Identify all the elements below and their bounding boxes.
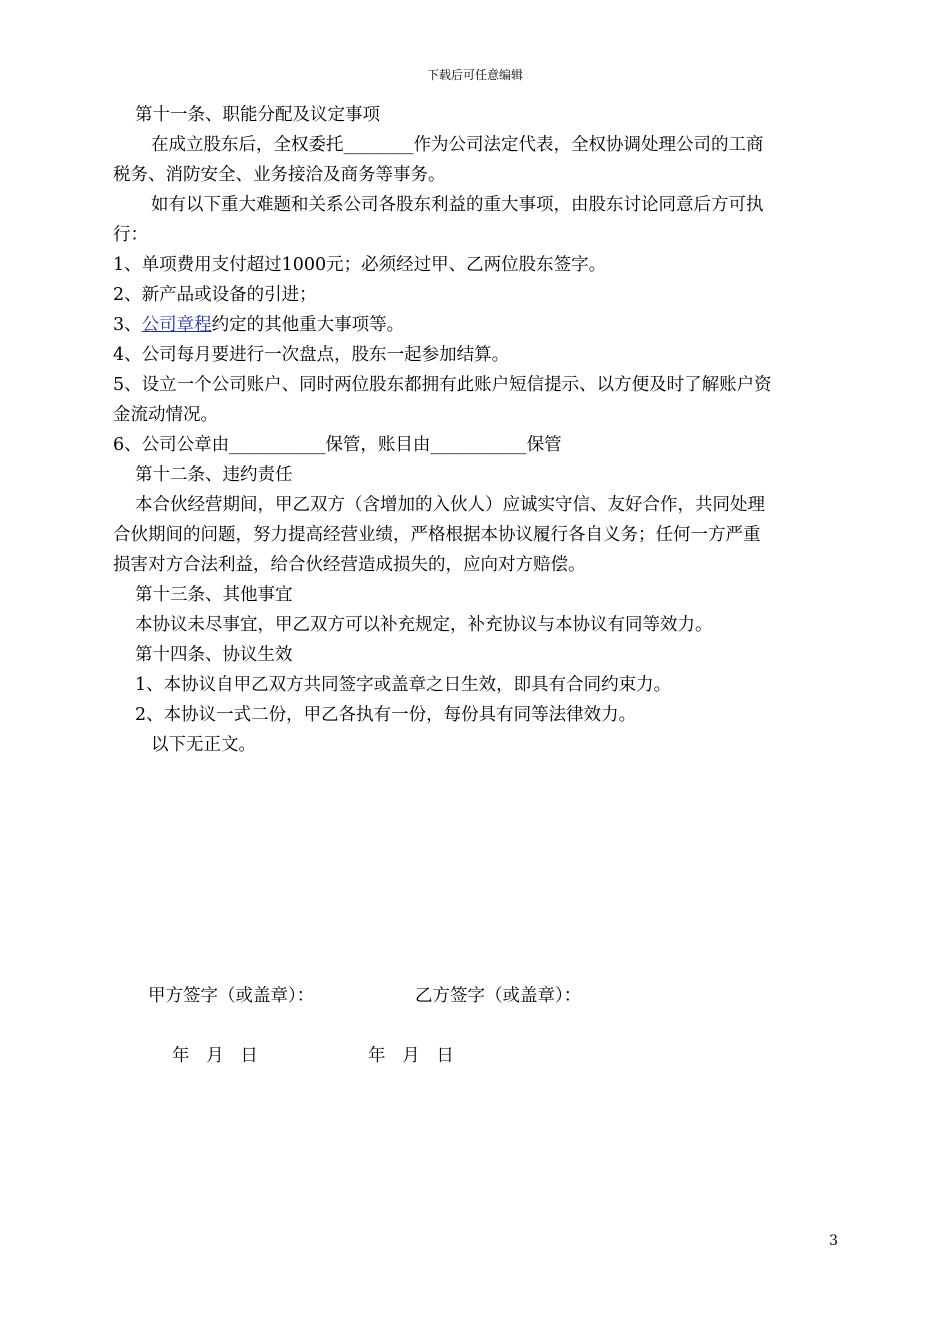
party-a-date: 年 月 日 <box>172 1046 258 1066</box>
article-11-item-5-line-2: 金流动情况。 <box>113 405 218 425</box>
article-14-item-2: 2、本协议一式二份，甲乙各执有一份，每份具有同等法律效力。 <box>135 705 637 725</box>
article-11-item-4: 4、公司每月要进行一次盘点，股东一起参加结算。 <box>113 345 510 365</box>
article-11-paragraph-2-line-2: 行： <box>113 225 148 245</box>
company-charter-link[interactable]: 公司章程 <box>141 315 212 335</box>
party-b-date: 年 月 日 <box>368 1046 454 1066</box>
party-b-signature-label: 乙方签字（或盖章）： <box>415 986 582 1006</box>
article-13-paragraph: 本协议未尽事宜，甲乙双方可以补充规定，补充协议与本协议有同等效力。 <box>135 615 713 635</box>
article-11-title: 第十一条、职能分配及议定事项 <box>135 105 380 125</box>
article-11-paragraph-1-line-2: 税务、消防安全、业务接洽及商务等事务。 <box>113 165 446 185</box>
article-11-item-1: 1、单项费用支付超过1000元；必须经过甲、乙两位股东签字。 <box>113 255 607 275</box>
item-3-prefix: 3、 <box>113 315 142 335</box>
item-3-suffix: 约定的其他重大事项等。 <box>211 315 405 335</box>
article-11-item-3 <box>113 310 837 340</box>
document-body <box>113 100 837 760</box>
article-11-paragraph-2-line-1: 如有以下重大难题和关系公司各股东利益的重大事项，由股东讨论同意后方可执 <box>151 195 764 215</box>
article-12-paragraph-line-1: 本合伙经营期间，甲乙双方（含增加的入伙人）应诚实守信、友好合作，共同处理 <box>135 495 765 515</box>
page-header: 下载后可任意编辑 <box>426 68 523 82</box>
article-12-title: 第十二条、违约责任 <box>135 465 293 485</box>
article-11-paragraph-1-line-1: 在成立股东后，全权委托________作为公司法定代表，全权协调处理公司的工商 <box>151 135 764 155</box>
party-a-signature-label: 甲方签字（或盖章）： <box>148 986 315 1006</box>
article-13-title: 第十三条、其他事宜 <box>135 585 293 605</box>
article-14-title: 第十四条、协议生效 <box>135 645 293 665</box>
article-11-item-5-line-1: 5、设立一个公司账户、同时两位股东都拥有此账户短信提示、以方便及时了解账户资 <box>113 375 772 395</box>
article-12-paragraph-line-2: 合伙期间的问题，努力提高经营业绩，严格根据本协议履行各自义务；任何一方严重 <box>113 525 761 545</box>
article-14-item-1: 1、本协议自甲乙双方共同签字或盖章之日生效，即具有合同约束力。 <box>135 675 672 695</box>
page-number: 3 <box>829 1233 838 1249</box>
article-12-paragraph-line-3: 损害对方合法利益，给合伙经营造成损失的，应向对方赔偿。 <box>113 555 586 575</box>
closing-statement: 以下无正文。 <box>151 735 256 755</box>
article-11-item-6: 6、公司公章由___________保管，账目由___________保管 <box>113 435 562 455</box>
article-11-item-2: 2、新产品或设备的引进； <box>113 285 317 305</box>
